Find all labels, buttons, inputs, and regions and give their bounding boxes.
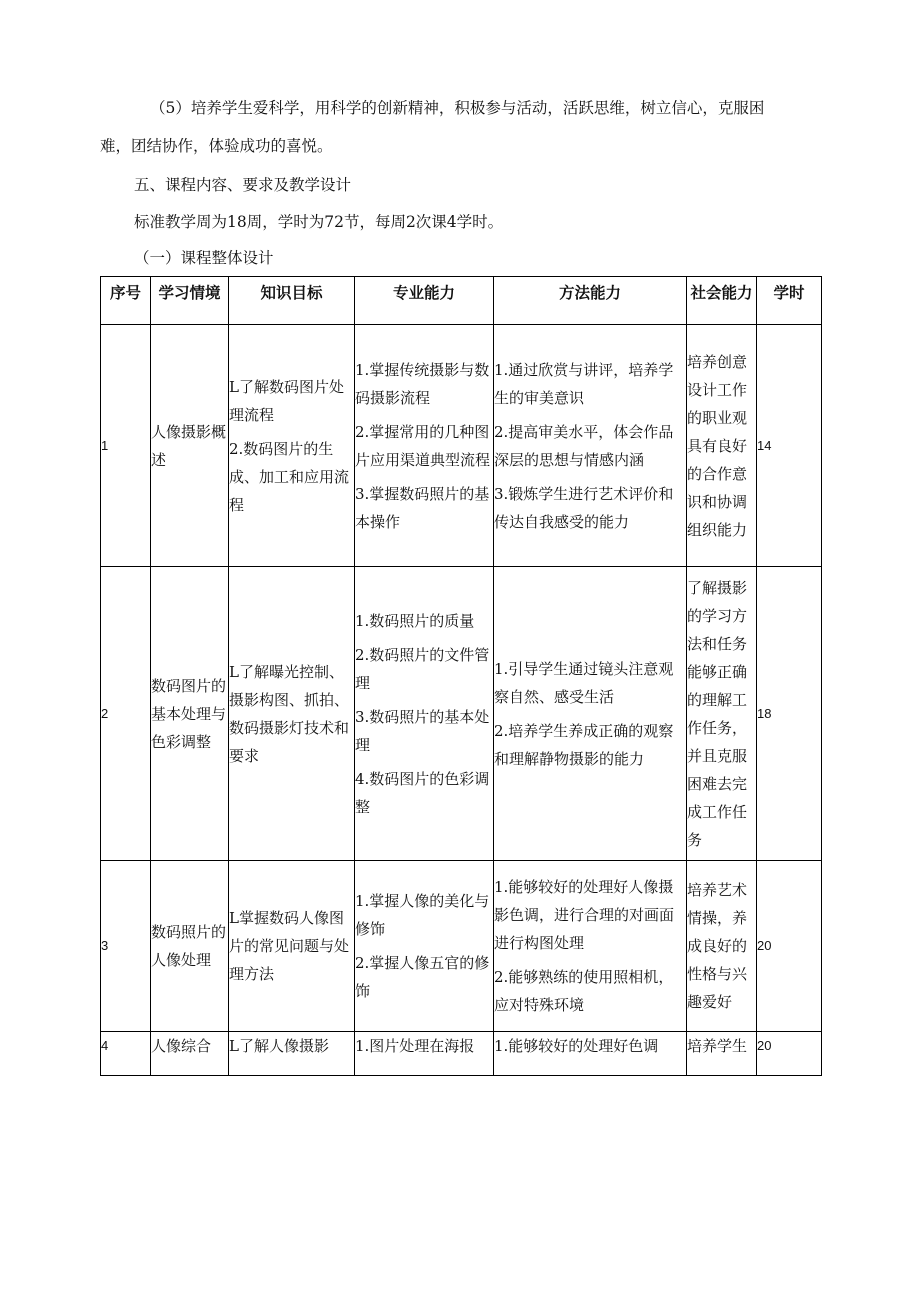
row-situation: 人像综合 bbox=[151, 1032, 229, 1076]
professional-item: 1.数码照片的质量 bbox=[355, 611, 475, 630]
table-row bbox=[101, 1032, 822, 1076]
sub-heading: （一）课程整体设计 bbox=[134, 249, 274, 267]
header-num: 序号 bbox=[101, 277, 151, 325]
row-knowledge bbox=[229, 325, 355, 567]
header-method: 方法能力 bbox=[494, 277, 687, 325]
knowledge-item: 2.数码图片的生成、加工和应用流程 bbox=[229, 439, 350, 514]
professional-item: 3.数码照片的基本处理 bbox=[355, 707, 490, 754]
row-hours: 20 bbox=[757, 1032, 822, 1076]
header-knowledge: 知识目标 bbox=[229, 277, 355, 325]
row-social: 了解摄影的学习方法和任务能够正确的理解工作任务，并且克服困难去完成工作任务 bbox=[687, 567, 757, 861]
row-method bbox=[494, 861, 687, 1032]
row-num: 1 bbox=[101, 325, 151, 567]
method-item: 2.培养学生养成正确的观察和理解静物摄影的能力 bbox=[494, 721, 674, 768]
row-hours: 20 bbox=[757, 861, 822, 1032]
header-hours: 学时 bbox=[757, 277, 822, 325]
intro-line-2: 难，团结协作，体验成功的喜悦。 bbox=[100, 137, 333, 155]
row-social: 培养学生 bbox=[687, 1032, 757, 1076]
professional-item: 3.掌握数码照片的基本操作 bbox=[355, 484, 490, 531]
professional-item: 1.图片处理在海报 bbox=[355, 1037, 475, 1055]
table-row bbox=[101, 567, 822, 861]
method-item: 3.锻炼学生进行艺术评价和传达自我感受的能力 bbox=[494, 484, 674, 531]
course-design-table bbox=[100, 276, 822, 1076]
row-professional bbox=[355, 1032, 494, 1076]
row-social: 培养艺术情操，养成良好的性格与兴趣爱好 bbox=[687, 861, 757, 1032]
table-header-row bbox=[101, 277, 822, 325]
row-method bbox=[494, 567, 687, 861]
knowledge-item: L掌握数码人像图片的常见问题与处理方法 bbox=[229, 909, 350, 983]
knowledge-item: L了解数码图片处理流程 bbox=[229, 377, 344, 424]
method-item: 1.能够较好的处理好人像摄影色调，进行合理的对画面进行构图处理 bbox=[494, 878, 675, 952]
row-situation: 人像摄影概述 bbox=[151, 325, 229, 567]
row-professional bbox=[355, 861, 494, 1032]
row-hours: 18 bbox=[757, 567, 822, 861]
method-item: 2.能够熟练的使用照相机，应对特殊环境 bbox=[494, 968, 674, 1014]
row-knowledge bbox=[229, 861, 355, 1032]
row-num: 3 bbox=[101, 861, 151, 1032]
row-knowledge bbox=[229, 1032, 355, 1076]
row-professional bbox=[355, 325, 494, 567]
method-item: 2.提高审美水平，体会作品深层的思想与情感内涵 bbox=[494, 422, 674, 469]
row-professional bbox=[355, 567, 494, 861]
professional-item: 4.数码图片的色彩调整 bbox=[355, 769, 490, 816]
row-social: 培养创意设计工作的职业观具有良好的合作意识和协调组织能力 bbox=[687, 325, 757, 567]
header-situation: 学习情境 bbox=[151, 277, 229, 325]
table-row bbox=[101, 861, 822, 1032]
row-knowledge bbox=[229, 567, 355, 861]
method-item: 1.能够较好的处理好色调 bbox=[494, 1037, 659, 1055]
professional-item: 2.掌握人像五官的修饰 bbox=[355, 954, 490, 1000]
header-social: 社会能力 bbox=[687, 277, 757, 325]
row-num: 2 bbox=[101, 567, 151, 861]
professional-item: 1.掌握人像的美化与修饰 bbox=[355, 892, 490, 938]
method-item: 1.引导学生通过镜头注意观察自然、感受生活 bbox=[494, 659, 674, 706]
professional-item: 2.掌握常用的几种图片应用渠道典型流程 bbox=[355, 422, 491, 469]
row-hours: 14 bbox=[757, 325, 822, 567]
row-situation: 数码照片的人像处理 bbox=[151, 861, 229, 1032]
method-item: 1.通过欣赏与讲评，培养学生的审美意识 bbox=[494, 360, 674, 407]
professional-item: 2.数码照片的文件管理 bbox=[355, 645, 490, 692]
table-row bbox=[101, 325, 822, 567]
knowledge-item: L了解人像摄影 bbox=[229, 1037, 329, 1055]
row-num: 4 bbox=[101, 1032, 151, 1076]
knowledge-item: L了解曝光控制、摄影构图、抓拍、数码摄影灯技术和要求 bbox=[229, 662, 350, 765]
weeks-note: 标准教学周为18周，学时为72节，每周2次课4学时。 bbox=[134, 213, 504, 231]
intro-line-1: （5）培养学生爱科学，用科学的创新精神，积极参与活动，活跃思维，树立信心，克服困 bbox=[150, 99, 765, 117]
row-situation: 数码图片的基本处理与色彩调整 bbox=[151, 567, 229, 861]
professional-item: 1.掌握传统摄影与数码摄影流程 bbox=[355, 360, 490, 407]
row-method bbox=[494, 325, 687, 567]
header-professional: 专业能力 bbox=[355, 277, 494, 325]
row-method bbox=[494, 1032, 687, 1076]
section-heading: 五、课程内容、要求及教学设计 bbox=[134, 176, 352, 194]
